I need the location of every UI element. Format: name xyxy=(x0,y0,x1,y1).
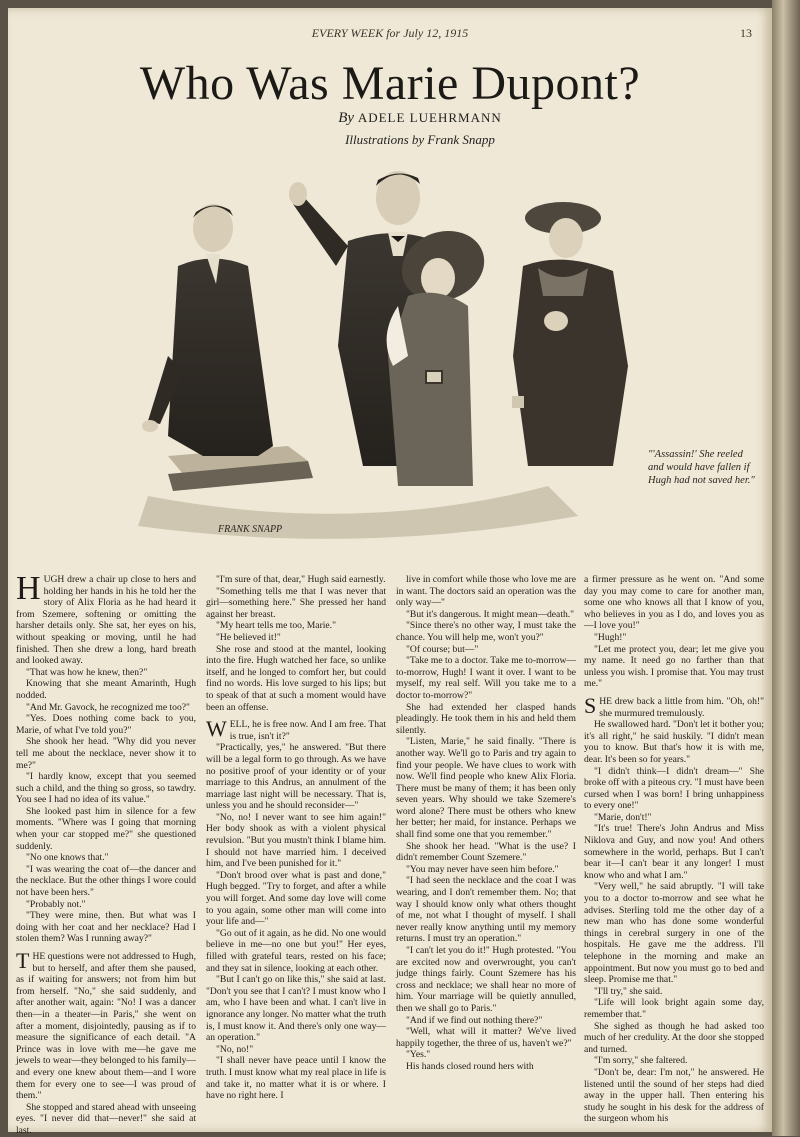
paragraph xyxy=(396,841,576,864)
paragraph-text: "Listen, Marie," he said finally. "There is another way. We'll go to Paris and try again to find your people. We have clues to work with now. We'll find people who knew Alix Floria. There must be many of them; it has been only seven years. Why should we take Szemere's word alone? There must be others who knew her better; her maid, for instance. Perhaps we shall find some one that you remember." xyxy=(396,736,576,841)
paragraph-text: "I'll try," she said. xyxy=(594,985,663,997)
paragraph-text: She rose and stood at the mantel, looking into the fire. Hugh watched her face, so unlike itself, and he longed to comfort her, but could find no words. His love surged to his lips; but to speak of that at such a moment would have been an offense. xyxy=(206,643,386,713)
paragraph xyxy=(584,997,764,1020)
paragraph-text: She shook her head. "What is the use? I didn't remember Count Szemere." xyxy=(396,840,576,864)
paragraph xyxy=(584,766,764,812)
illustrator-signature: FRANK SNAPP xyxy=(218,524,283,535)
paragraph xyxy=(206,742,386,812)
floor-shadow xyxy=(138,486,578,539)
paragraph xyxy=(396,945,576,1015)
paragraph-text: "I had seen the necklace and the coat I was wearing, and I don't remember them. No; that way I should know only what others thought of me, not what I thought of myself. I shall never really know anything until my memory returns. I must try an operation." xyxy=(396,875,576,945)
paragraph xyxy=(584,1021,764,1056)
paragraph-text: "I shall never have peace until I know the truth. I must know what my real place in life is and take it, no matter what it is or where. I have no right here. I xyxy=(206,1055,386,1102)
article-body xyxy=(8,570,772,1136)
paragraph xyxy=(584,574,764,632)
paragraph-text: "Of course; but—" xyxy=(406,643,479,655)
paragraph xyxy=(584,881,764,985)
paragraph xyxy=(396,1061,576,1073)
paragraph xyxy=(206,716,386,742)
paragraph xyxy=(206,574,386,586)
paragraph-text: "Practically, yes," he answered. "But there will be a legal form to go through. As we have no positive proof of your identity or of your marriage to this Andrus, an annulment of the marriage last night will be necessary. That is, unless you and he should reconsider—" xyxy=(206,742,386,812)
paragraph-text: "Don't be, dear: I'm not," he answered. He listened until the sound of her steps had died away in the upper hall. Then entering his study he sought in his desk for the address of the surgeon whom his xyxy=(584,1066,764,1125)
paragraph xyxy=(16,736,196,771)
paragraph-text: She shook her head. "Why did you never tell me about the necklace, never show it to me?" xyxy=(16,736,196,771)
drop-cap: S xyxy=(584,692,597,718)
paragraph-text: "No, no!" xyxy=(216,1043,254,1055)
paragraph xyxy=(206,586,386,621)
paragraph-text: "And if we find out nothing there?" xyxy=(406,1014,543,1026)
column-4 xyxy=(584,574,764,1124)
byline xyxy=(8,110,772,127)
paragraph-text: "Life will look bright again some day, remember that." xyxy=(584,997,764,1020)
paragraph xyxy=(396,609,576,621)
paragraph xyxy=(206,870,386,928)
paragraph-text: ELL, he is free now. And I am free. That is true, isn't it?" xyxy=(229,719,386,742)
paragraph-text: "Yes. Does nothing come back to you, Marie, of what I've told you?" xyxy=(16,713,196,736)
paragraph xyxy=(206,632,386,644)
paragraph xyxy=(16,852,196,864)
paragraph-text: "My heart tells me too, Marie." xyxy=(216,620,336,632)
binding-spine xyxy=(772,0,800,1136)
paragraph-text: "And Mr. Gavock, he recognized me too?" xyxy=(26,701,190,713)
paragraph xyxy=(16,1102,196,1137)
paragraph xyxy=(396,655,576,701)
paragraph xyxy=(16,713,196,736)
paragraph-text: "Very well," he said abruptly. "I will take you to a doctor to-morrow and see what he advises. Sterling told me the other day of a new man who has done some wonderful things in cerebral surgery in one of the hospitals. He gave me the address. I'll telephone in the morning and make an appointment. But now you must go to bed and sleep. Promise me that." xyxy=(584,881,764,986)
drop-cap: T xyxy=(16,948,30,973)
paragraph xyxy=(396,574,576,609)
paragraph xyxy=(396,1049,576,1061)
paragraph-text: "Something tells me that I was never that girl—something here." She pressed her hand against her breast. xyxy=(206,585,386,620)
column-3 xyxy=(396,574,576,1124)
drop-cap: W xyxy=(206,716,227,742)
paragraph-text: She looked past him in silence for a few moments. "Where was I going that morning when your car stopped me?" she questioned suddenly. xyxy=(16,805,196,852)
paragraph xyxy=(206,644,386,714)
paragraph-text: "I can't let you do it!" Hugh protested. "You are excited now and overwrought, you can't judge things fairly. Count Szemere has his cross and necklace; we shall hear no more of him. Your marriage will be quietly annulled, then we shall go to Paris." xyxy=(396,945,576,1014)
paragraph-text: "Marie, don't!" xyxy=(594,811,652,823)
paragraph xyxy=(396,644,576,656)
paragraph xyxy=(584,1055,764,1067)
paragraph xyxy=(396,1026,576,1049)
paragraph-text: "Let me protect you, dear; let me give you my name. It need go no farther than that unless you wish. I promise that. You may trust me." xyxy=(584,643,764,690)
running-head: EVERY WEEK for July 12, 1915 xyxy=(311,26,469,40)
paragraph-text: HE questions were not addressed to Hugh, but to herself, and after them she paused, as if waiting for answers; not from him but from herself. "No," she said suddenly, and after another wait, again: "No! I was a dancer then—in a theater—in Paris," she went on after a moment, disjointedly, pausing as if to measure the significance of each detail. "A Prince was in love with me—he gave me jewels to wear—they belonged to his family—and every one knew about them—and I wore them for every one to see—I was proud of them." xyxy=(16,951,196,1102)
illustration xyxy=(108,156,668,556)
paragraph xyxy=(16,864,196,899)
paragraph-text: "That was how he knew, then?" xyxy=(26,666,148,678)
paragraph-text: She sighed as though he had asked too much of her credulity. At the door she stopped and turned. xyxy=(584,1020,764,1055)
paragraph-text: "Yes." xyxy=(406,1049,431,1061)
woman-right-figure xyxy=(512,202,628,466)
paragraph xyxy=(206,928,386,974)
paragraph-text: "Hugh!" xyxy=(594,631,627,643)
illustrator-credit: Illustrations by Frank Snapp xyxy=(345,132,495,147)
paragraph-text: "I didn't think—I didn't dream—" She broke off with a piteous cry. "I must have been cursed when I was born! I bring unhappiness to every one!" xyxy=(584,765,764,812)
paragraph-text: His hands closed round hers with xyxy=(406,1060,534,1072)
paragraph xyxy=(206,1044,386,1056)
paragraph xyxy=(396,702,576,737)
paragraph xyxy=(584,692,764,719)
paragraph-text: UGH drew a chair up close to hers and holding her hands in his he told her the story of Alix Floria as he had heard it from Szemere, softening or omitting the harsher details only. She sat, her eyes on his, without speaking or moving, until he had finished. Then she drew a long, hard breath and looked away. xyxy=(16,574,196,667)
paragraph xyxy=(396,736,576,840)
page-number: 13 xyxy=(740,26,752,40)
paragraph xyxy=(396,864,576,876)
paragraph xyxy=(584,986,764,998)
paragraph xyxy=(206,620,386,632)
paragraph xyxy=(584,644,764,690)
paragraph-text: "Well, what will it matter? We've lived happily together, the three of us, haven't we?" xyxy=(396,1026,576,1049)
paragraph-text: "Take me to a doctor. Take me to-morrow—to-morrow, Hugh! I want it over. I want to be myself, my real self. Will you take me to a doctor to-morrow?" xyxy=(396,655,576,701)
paragraph xyxy=(16,667,196,679)
paragraph-text: "Don't brood over what is past and done," Hugh begged. "Try to forget, and after a while you will forget. And some day love will come to you again, some other man will come into your life and—" xyxy=(206,869,386,928)
paragraph xyxy=(584,719,764,765)
paragraph xyxy=(16,806,196,852)
paragraph xyxy=(16,899,196,911)
paragraph xyxy=(584,632,764,644)
paragraph-text: He swallowed hard. "Don't let it bother you; it's all right," he said huskily. "I didn't mean you to know. But that's how it is with me, dear. It's been so for years." xyxy=(584,719,764,765)
article-title: Who Was Marie Dupont? xyxy=(139,57,641,110)
man-left-figure xyxy=(142,204,273,456)
paragraph-text: HE drew back a little from him. "Oh, oh!" she murmured tremulously. xyxy=(599,695,764,719)
paragraph xyxy=(584,1067,764,1125)
paragraph-text: "You may never have seen him before." xyxy=(406,863,559,875)
paragraph-text: "I'm sure of that, dear," Hugh said earnestly. xyxy=(216,574,386,585)
paragraph-text: "I'm sorry," she faltered. xyxy=(594,1055,688,1067)
paragraph xyxy=(16,678,196,701)
column-2 xyxy=(206,574,386,1124)
paragraph xyxy=(206,974,386,1044)
illustration-caption: "'Assassin!' She reeled and would have fallen if Hugh had not saved her." xyxy=(648,449,755,486)
paragraph-text: "But I can't go on like this," she said at last. "Don't you see that I can't? I must know who I am, who I have been and what. I can't live in ignorance any longer. No matter what the truth is, I must know it. And there's only one way—an operation." xyxy=(206,974,386,1044)
paragraph xyxy=(396,620,576,643)
paragraph xyxy=(16,570,196,667)
paragraph-text: "No, no! I never want to see him again!" Her body shook as with a violent physical revulsion. "But you mustn't think I blame him. I should not have married him. I deceived him, and I've been punished for it." xyxy=(206,811,386,870)
paragraph-text: She stopped and stared ahead with unseeing eyes. "I never did that—never!" she said at last. xyxy=(16,1101,196,1136)
paragraph-text: a firmer pressure as he went on. "And some day you may come to care for another man, some one who knows all that I know of you, who believes in you as I do, and loves you as—I love you!" xyxy=(584,574,764,632)
byline-by: By xyxy=(338,110,355,126)
drop-cap: H xyxy=(16,570,41,607)
paragraph-text: "I was wearing the coat of—the dancer and the necklace. But the other things I wore could not have been hers." xyxy=(16,863,196,899)
paragraph-text: She had extended her clasped hands pleadingly. He took them in his and held them silently. xyxy=(396,701,576,736)
paragraph xyxy=(16,702,196,714)
paragraph xyxy=(16,771,196,806)
paragraph-text: live in comfort while those who love me are in want. The doctors said an operation was the only way—" xyxy=(396,574,576,609)
paragraph-text: "Since there's no other way, I must take the chance. You will help me, won't you?" xyxy=(396,620,576,643)
paragraph xyxy=(396,1015,576,1027)
paragraph xyxy=(16,948,196,1102)
paragraph xyxy=(206,812,386,870)
paragraph-text: "They were mine, then. But what was I doing with her coat and her necklace? Had I stolen them? Was I running away?" xyxy=(16,910,196,945)
magazine-page xyxy=(8,8,772,1136)
paragraph-text: "Go out of it again, as he did. No one would believe in me—no one but you!" Her eyes, filled with grateful tears, rested on his face; and they sat in silence, looking at each other. xyxy=(206,927,386,974)
paragraph xyxy=(396,875,576,945)
paragraph-text: "He believed it!" xyxy=(216,631,281,643)
paragraph xyxy=(584,812,764,824)
paragraph-text: "Probably not." xyxy=(26,898,86,910)
paragraph xyxy=(584,823,764,881)
paragraph-text: "I hardly know, except that you seemed such a child, and the thing so gross, so tawdry. You see I had no idea of its value." xyxy=(16,771,196,806)
author-name: ADELE LUEHRMANN xyxy=(357,110,502,125)
paragraph-text: Knowing that she meant Amarinth, Hugh nodded. xyxy=(16,678,196,701)
paragraph xyxy=(206,1055,386,1101)
column-1 xyxy=(16,570,196,1136)
paragraph-text: "It's true! There's John Andrus and Miss Niklova and Guy, and now you! And others somewhere in the world, perhaps. But I can't bear it—I can't bear it any longer! I must know who and what I am." xyxy=(584,823,764,881)
paragraph xyxy=(16,910,196,945)
paragraph-text: "No one knows that." xyxy=(26,852,109,864)
paragraph-text: "But it's dangerous. It might mean—death." xyxy=(406,608,575,620)
